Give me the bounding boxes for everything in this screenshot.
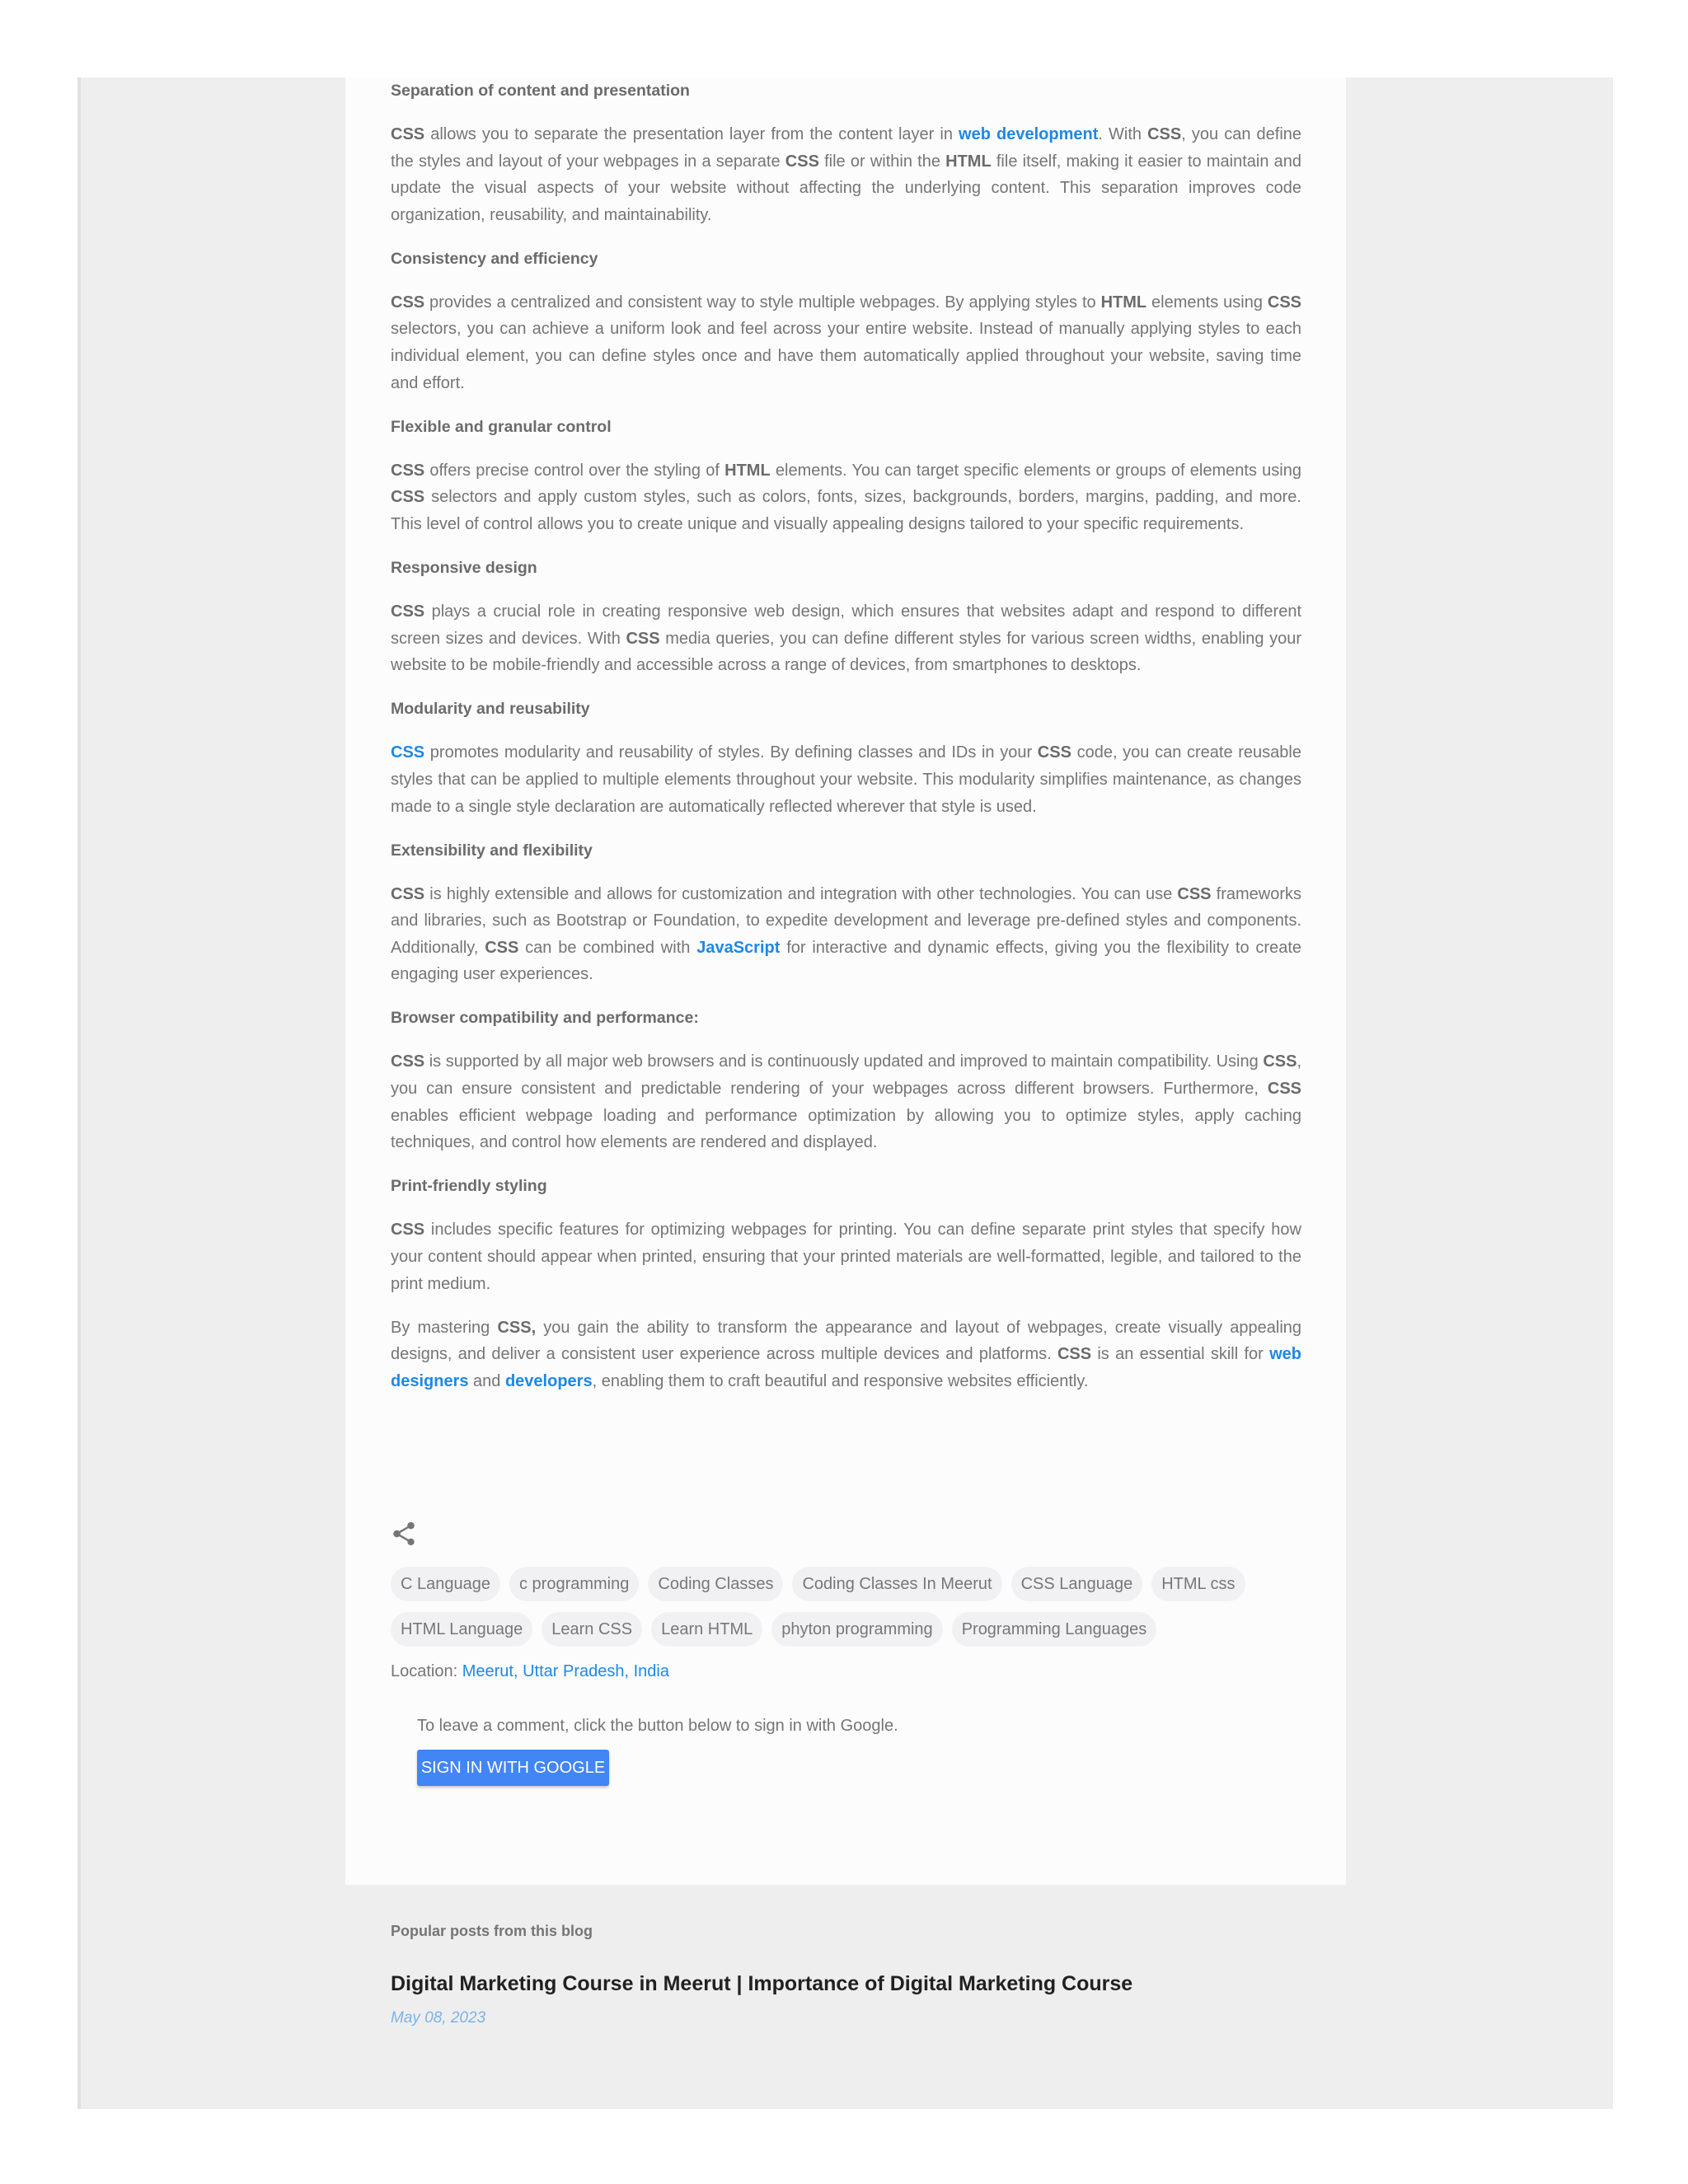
- paragraph: CSS provides a centralized and consistent way to style multiple webpages. By applying styles to HTML elements using CSS selectors, you can achieve a uniform look and feel across your entire website. Instead of manually applying styles to each individual element, you can define styles once and have them automatically applied throughout your website, saving time and effort.: [391, 293, 1301, 392]
- section-heading: Separation of content and presentation: [391, 82, 690, 100]
- label-chip[interactable]: Coding Classes: [648, 1567, 783, 1601]
- label-chip[interactable]: phyton programming: [771, 1612, 942, 1647]
- paragraph: CSS plays a crucial role in creating responsive web design, which ensures that websites adapt and respond to different screen sizes and devices. With CSS media queries, you can define different styles for various screen widths, enabling your website to be mobile-friendly and accessible across a range of devices, from smartphones to desktops.: [391, 602, 1301, 675]
- popular-post-title[interactable]: Digital Marketing Course in Meerut | Importance of Digital Marketing Course: [391, 1972, 1133, 1995]
- paragraph: CSS is highly extensible and allows for customization and integration with other technologies. You can use CSS frameworks and libraries, such as Bootstrap or Foundation, to expedite development and leverage pre-defined styles and components. Additionally, CSS can be combined with JavaScript for interactive and dynamic effects, giving you the flexibility to create engaging user experiences.: [391, 884, 1302, 984]
- term-css: CSS: [1267, 1080, 1301, 1099]
- popular-posts-heading: Popular posts from this blog: [391, 1923, 593, 1939]
- paragraph: CSS is supported by all major web browsers and is continuously updated and improved to maintain compatibility. Using CSS, you can ensure consistent and predictable rendering of your webpages across different browsers. Furthermore, CSS enables efficient webpage loading and performance optimization by allowing you to optimize styles, apply caching techniques, and control how elements are rendered and displayed.: [391, 1052, 1301, 1152]
- label-chips-row-2: [391, 1612, 1165, 1647]
- term-css: CSS: [1263, 1052, 1297, 1071]
- label-chip[interactable]: HTML Language: [391, 1612, 532, 1647]
- label-chip[interactable]: CSS Language: [1011, 1567, 1143, 1601]
- location-label: Location:: [391, 1662, 458, 1680]
- label-chip[interactable]: HTML css: [1151, 1567, 1245, 1601]
- label-chip[interactable]: Coding Classes In Meerut: [792, 1567, 1001, 1601]
- term-css: CSS: [626, 629, 660, 648]
- comment-note: To leave a comment, click the button below to sign in with Google.: [417, 1717, 898, 1735]
- location-link[interactable]: Meerut, Uttar Pradesh, India: [462, 1662, 669, 1680]
- javascript-link[interactable]: JavaScript: [696, 938, 781, 957]
- term-css: CSS: [1267, 293, 1301, 312]
- term-css: CSS: [391, 125, 425, 143]
- term-css: CSS: [391, 884, 425, 903]
- paragraph: CSS allows you to separate the presentation layer from the content layer in web development. With CSS, you can define the styles and layout of your webpages in a separate CSS file or within the HTML file itself, making it easier to maintain and update the visual aspects of your website without affecting the underlying content. This separation improves code organization, reusability, and maintainability.: [391, 125, 1302, 224]
- term-css: CSS: [391, 602, 425, 621]
- page-edge: [77, 77, 81, 2109]
- term-css: CSS,: [497, 1318, 537, 1337]
- share-icon[interactable]: [390, 1520, 418, 1548]
- term-css: CSS: [485, 938, 519, 957]
- term-css: CSS: [785, 152, 819, 171]
- term-css: CSS: [1147, 125, 1182, 143]
- section-heading: Consistency and efficiency: [391, 249, 598, 268]
- term-css: CSS: [391, 293, 425, 312]
- paragraph: By mastering CSS, you gain the ability to transform the appearance and layout of webpages, create visually appealing designs, and deliver a consistent user experience across multiple devices and platforms. CSS is an essential skill for web designers and developers, enabling them to craft beautiful and responsive websites efficiently.: [391, 1318, 1302, 1390]
- section-heading: Print-friendly styling: [391, 1177, 547, 1196]
- term-css: CSS: [1177, 884, 1212, 903]
- web-development-link[interactable]: web development: [959, 125, 1099, 143]
- paragraph: CSS includes specific features for optimizing webpages for printing. You can define separate print styles that specify how your content should appear when printed, ensuring that your printed materials are well-formatted, legible, and tailored to the print medium.: [391, 1221, 1301, 1293]
- term-css: CSS: [391, 461, 425, 480]
- popular-post-date: May 08, 2023: [391, 2009, 486, 2027]
- term-css: CSS: [1057, 1345, 1092, 1364]
- sign-in-with-google-button[interactable]: SIGN IN WITH GOOGLE: [417, 1750, 609, 1786]
- post-body: [391, 77, 1301, 1394]
- section-heading: Extensibility and flexibility: [391, 841, 593, 860]
- label-chip[interactable]: C Language: [391, 1567, 500, 1601]
- paragraph: CSS offers precise control over the styling of HTML elements. You can target specific elements or groups of elements using CSS selectors and apply custom styles, such as colors, fonts, sizes, backgrounds, borders, margins, padding, and more. This level of control allows you to create unique and visually appealing designs tailored to your specific requirements.: [391, 461, 1301, 533]
- label-chips-row-1: [391, 1567, 1254, 1601]
- paragraph: CSS promotes modularity and reusability of styles. By defining classes and IDs in your CSS code, you can create reusable styles that can be applied to multiple elements throughout your website. This modularity simplifies maintenance, as changes made to a single style declaration are automatically reflected wherever that style is used.: [391, 743, 1301, 816]
- label-chip[interactable]: Programming Languages: [952, 1612, 1157, 1647]
- term-css: CSS: [1037, 743, 1071, 762]
- section-heading: Browser compatibility and performance:: [391, 1009, 699, 1028]
- term-css: CSS: [391, 1221, 425, 1240]
- term-html: HTML: [724, 461, 771, 480]
- web-designers-link[interactable]: web designers: [391, 1345, 1301, 1390]
- section-heading: Modularity and reusability: [391, 700, 590, 719]
- term-css: CSS: [391, 1052, 425, 1071]
- label-chip[interactable]: Learn CSS: [542, 1612, 642, 1647]
- term-html: HTML: [945, 152, 992, 171]
- post-location: [391, 1662, 669, 1681]
- term-html: HTML: [1100, 293, 1147, 312]
- css-link[interactable]: CSS: [391, 743, 425, 762]
- label-chip[interactable]: c programming: [509, 1567, 639, 1601]
- section-heading: Flexible and granular control: [391, 417, 612, 436]
- label-chip[interactable]: Learn HTML: [651, 1612, 762, 1647]
- term-css: CSS: [391, 488, 425, 507]
- developers-link[interactable]: developers: [504, 1371, 593, 1390]
- section-heading: Responsive design: [391, 559, 537, 578]
